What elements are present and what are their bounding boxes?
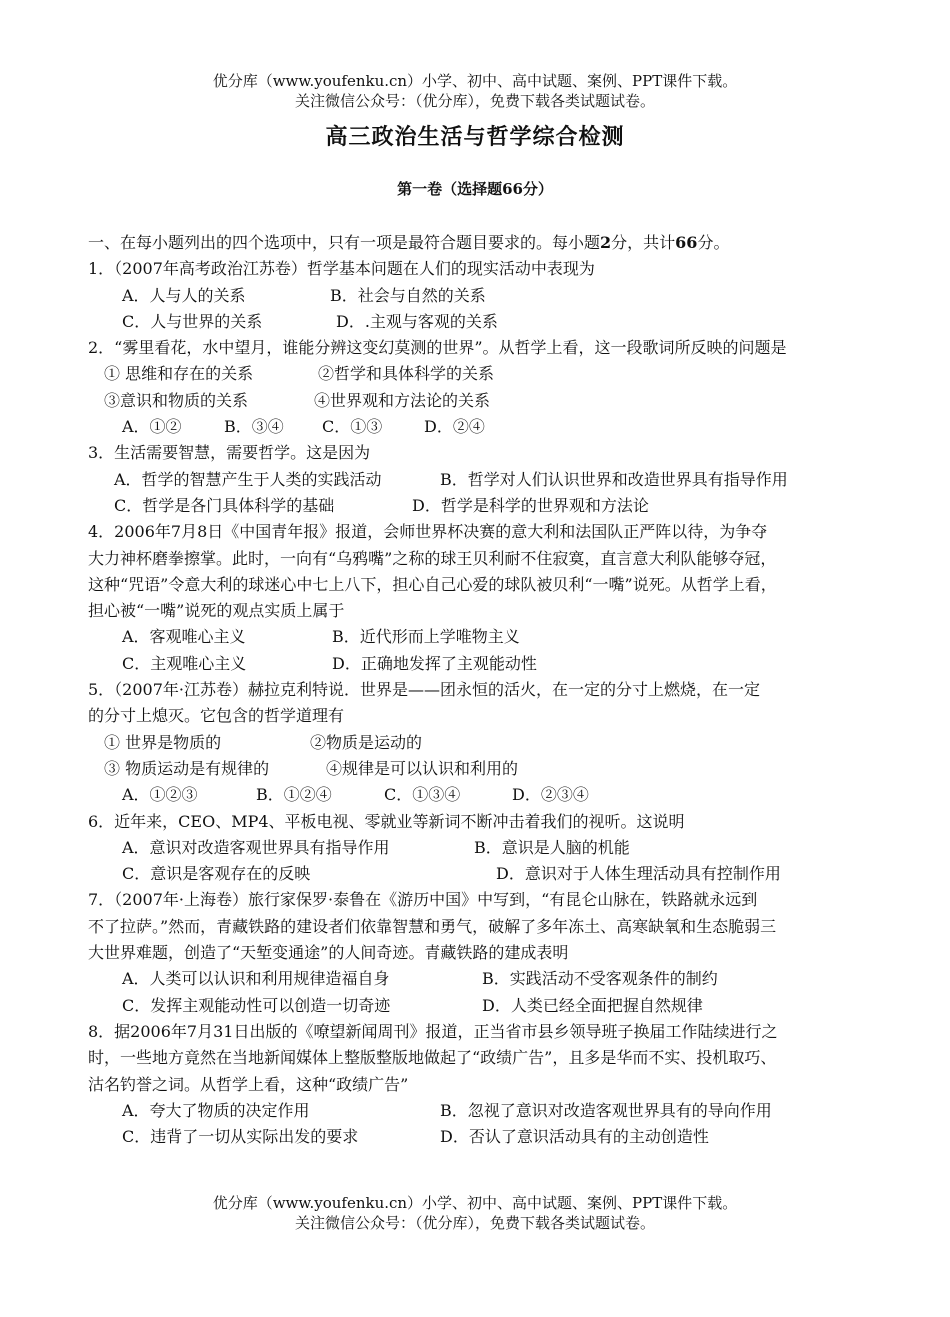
question-6-options-row-1 [88, 835, 872, 861]
option-d: D．.主观与客观的关系 [336, 311, 498, 331]
option-a: A．意识对改造客观世界具有指导作用 [122, 837, 390, 857]
question-1-stem: 1．（2007年高考政治江苏卷）哲学基本问题在人们的现实活动中表现为 [88, 259, 595, 279]
question-4-stem-line-1: 4．2006年7月8日《中国青年报》报道，会师世界杯决赛的意大利和法国队正严阵以待，为争夺 [88, 522, 768, 542]
option-a: A．①②③ [122, 785, 198, 805]
option-d: D．意识对于人体生理活动具有控制作用 [496, 864, 781, 884]
option-b: B．实践活动不受客观条件的制约 [482, 969, 718, 989]
option-d: D．否认了意识活动具有的主动创造性 [440, 1127, 709, 1147]
question-8-stem-line-3: 沽名钓誉之词。从哲学上看，这种“政绩广告” [88, 1074, 409, 1094]
option-d: D．②③④ [512, 785, 589, 805]
option-c: C．①③ [322, 417, 383, 437]
question-4-stem-line-3: 这种“咒语”令意大利的球迷心中七上八下，担心自己心爱的球队被贝利“一嘴”说死。从哲学上看， [88, 574, 777, 594]
question-3-options-row-2 [88, 493, 872, 519]
option-a: A．夸大了物质的决定作用 [122, 1100, 310, 1120]
option-b: B．忽视了意识对改造客观世界具有的导向作用 [440, 1100, 772, 1120]
item-2: ②物质是运动的 [310, 732, 423, 752]
instructions-text-3: 分。 [697, 233, 730, 252]
option-c: C．人与世界的关系 [122, 311, 263, 331]
instructions-points: 2 [600, 233, 612, 252]
option-c: C．哲学是各门具体科学的基础 [114, 495, 335, 515]
question-5-options [88, 782, 872, 808]
question-5-items-row-2 [88, 756, 872, 782]
question-7-options-row-2 [88, 993, 872, 1019]
document-title: 高三政治生活与哲学综合检测 [325, 124, 625, 150]
question-8-stem-line-2: 时，一些地方竟然在当地新闻媒体上整版整版地做起了“政绩广告”，且多是华而不实、投机取巧、 [88, 1048, 777, 1068]
option-a: A．哲学的智慧产生于人类的实践活动 [114, 469, 382, 489]
question-6-options-row-2 [88, 861, 872, 887]
item-3: ③意识和物质的关系 [104, 390, 249, 410]
option-c: C．违背了一切从实际出发的要求 [122, 1127, 359, 1147]
item-3: ③ 物质运动是有规律的 [104, 758, 270, 778]
question-2-items-row-2 [88, 388, 872, 414]
question-7-stem-line-3: 大世界难题，创造了“天堑变通途”的人间奇迹。青藏铁路的建成表明 [88, 943, 569, 963]
instructions [88, 230, 872, 256]
question-5-stem-line-1: 5．（2007年·江苏卷）赫拉克利特说．世界是——团永恒的活火，在一定的分寸上燃烧，在一定 [88, 680, 760, 700]
option-b: B．近代形而上学唯物主义 [332, 627, 520, 647]
question-1-options-row-1 [88, 283, 872, 309]
question-2-items-row-1 [88, 361, 872, 387]
item-2: ②哲学和具体科学的关系 [318, 364, 495, 384]
question-5-items-row-1 [88, 730, 872, 756]
question-3-options-row-1 [88, 467, 872, 493]
question-8-options-row-1 [88, 1098, 872, 1124]
instructions-total: 66 [675, 233, 698, 252]
question-2-options [88, 414, 872, 440]
option-b: B．①②④ [256, 785, 332, 805]
option-b: B．哲学对人们认识世界和改造世界具有指导作用 [440, 469, 788, 489]
option-a: A．客观唯心主义 [122, 627, 246, 647]
question-4-stem-line-2: 大力神杯磨拳擦掌。此时，一向有“乌鸦嘴”之称的球王贝利耐不住寂寞，直言意大利队能够夺冠， [88, 548, 777, 568]
item-4: ④世界观和方法论的关系 [314, 390, 491, 410]
section-title: 第一卷（选择题66分） [397, 180, 553, 198]
option-c: C．主观唯心主义 [122, 653, 247, 673]
instructions-text: 一、在每小题列出的四个选项中，只有一项是最符合题目要求的。每小题 [88, 233, 601, 252]
question-5-stem-line-2: 的分寸上熄灭。它包含的哲学道理有 [88, 706, 345, 726]
item-1: ① 思维和存在的关系 [104, 364, 254, 384]
question-8-options-row-2 [88, 1124, 872, 1150]
question-7-stem-line-2: 不了拉萨。”然而，青藏铁路的建设者们依靠智慧和勇气，破解了多年冻土、高寒缺氧和生态脆弱三 [88, 916, 777, 936]
question-4-options-row-1 [88, 624, 872, 650]
instructions-text-2: 分，共计 [611, 233, 676, 252]
option-a: A．①② [122, 417, 182, 437]
option-d: D．②④ [424, 417, 485, 437]
option-a: A．人类可以认识和利用规律造福自身 [122, 969, 390, 989]
question-3-stem: 3．生活需要智慧，需要哲学。这是因为 [88, 443, 371, 463]
question-7-options-row-1 [88, 966, 872, 992]
page-footer [0, 1193, 950, 1233]
option-b: B．③④ [224, 417, 284, 437]
question-1-options-row-2 [88, 309, 872, 335]
option-b: B．社会与自然的关系 [330, 285, 486, 305]
question-4-options-row-2 [88, 651, 872, 677]
question-4-stem-line-4: 担心被“一嘴”说死的观点实质上属于 [88, 601, 345, 621]
question-2-stem: 2．“雾里看花，水中望月，谁能分辨这变幻莫测的世界”。从哲学上看，这一段歌词所反映的问题是 [88, 338, 787, 358]
question-list [88, 230, 872, 1150]
header-line-1: 优分库（www.youfenku.cn）小学、初中、高中试题、案例、PPT课件下载。 [212, 72, 738, 90]
header-line-2: 关注微信公众号：（优分库），免费下载各类试题试卷。 [294, 92, 655, 110]
question-6-stem: 6．近年来，CEO、MP4、平板电视、零就业等新词不断冲击着我们的视听。这说明 [88, 811, 685, 831]
option-c: C．①③④ [384, 785, 461, 805]
option-c: C．意识是客观存在的反映 [122, 864, 311, 884]
option-d: D．正确地发挥了主观能动性 [332, 653, 537, 673]
option-b: B．意识是人脑的机能 [474, 837, 630, 857]
question-7-stem-line-1: 7．（2007年·上海卷）旅行家保罗·泰鲁在《游历中国》中写到，“有昆仑山脉在，铁路就永远到 [88, 890, 758, 910]
item-1: ① 世界是物质的 [104, 732, 222, 752]
option-d: D．人类已经全面把握自然规律 [482, 995, 703, 1015]
option-d: D．哲学是科学的世界观和方法论 [412, 495, 649, 515]
item-4: ④规律是可以认识和利用的 [326, 758, 519, 778]
footer-line-1: 优分库（www.youfenku.cn）小学、初中、高中试题、案例、PPT课件下载。 [212, 1194, 738, 1212]
page-header [0, 71, 950, 111]
footer-line-2: 关注微信公众号：（优分库），免费下载各类试题试卷。 [294, 1214, 655, 1232]
question-8-stem-line-1: 8．据2006年7月31日出版的《嘹望新闻周刊》报道，正当省市县乡领导班子换届工作陆续进行之 [88, 1021, 778, 1041]
option-c: C．发挥主观能动性可以创造一切奇迹 [122, 995, 391, 1015]
option-a: A．人与人的关系 [122, 285, 246, 305]
